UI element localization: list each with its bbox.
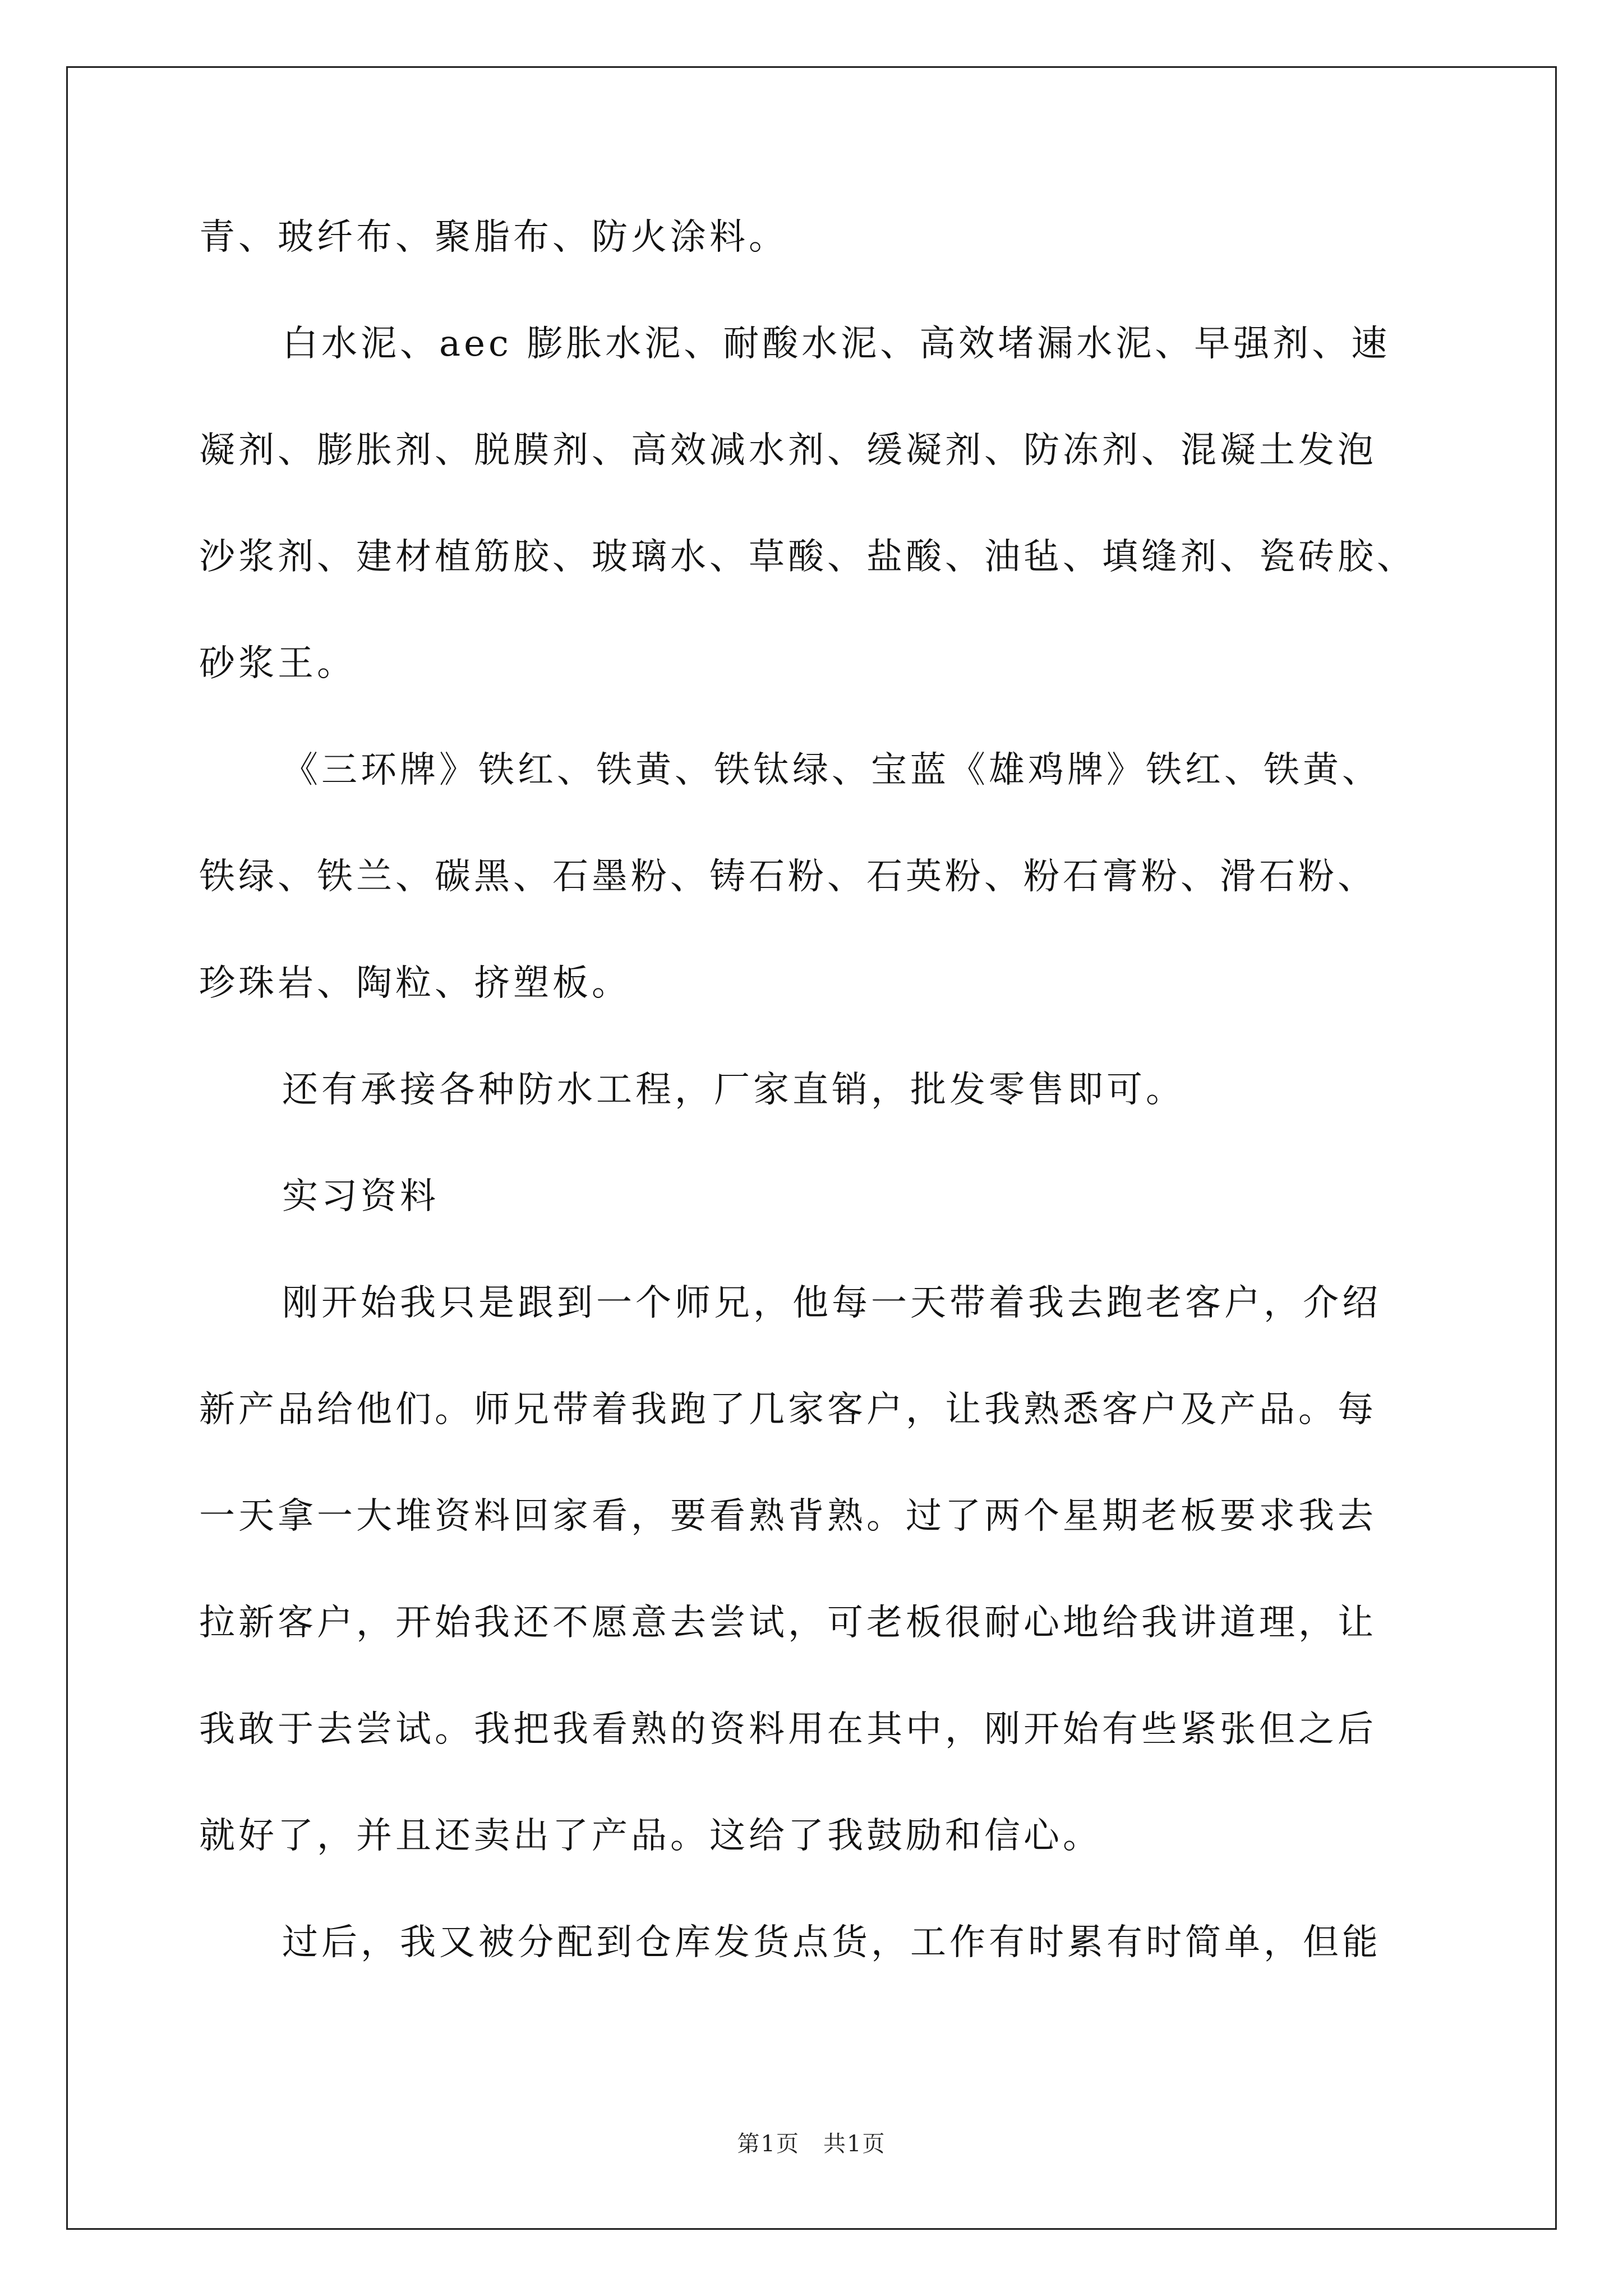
text-line: 沙浆剂、建材植筋胶、玻璃水、草酸、盐酸、油毡、填缝剂、瓷砖胶、	[199, 536, 1416, 578]
text-line: 铁绿、铁兰、碳黑、石墨粉、铸石粉、石英粉、粉石膏粉、滑石粉、	[199, 856, 1377, 898]
page-number-footer: 第1页 共1页	[737, 2131, 886, 2157]
text-line: 《三环牌》铁红、铁黄、铁钛绿、宝蓝《雄鸡牌》铁红、铁黄、	[282, 749, 1381, 791]
section-heading: 实习资料	[282, 1176, 439, 1217]
page-border	[66, 66, 1557, 2230]
text-line: 一天拿一大堆资料回家看，要看熟背熟。过了两个星期老板要求我去	[199, 1496, 1377, 1537]
text-line: 拉新客户，开始我还不愿意去尝试，可老板很耐心地给我讲道理，让	[199, 1602, 1377, 1644]
text-line: 就好了，并且还卖出了产品。这给了我鼓励和信心。	[199, 1815, 1102, 1857]
text-line: 还有承接各种防水工程，厂家直销，批发零售即可。	[282, 1069, 1185, 1111]
text-line: 青、玻纤布、聚脂布、防火涂料。	[199, 217, 788, 258]
text-line: 过后，我又被分配到仓库发货点货，工作有时累有时简单，但能	[282, 1922, 1381, 1963]
text-line: 珍珠岩、陶粒、挤塑板。	[199, 963, 631, 1004]
text-line: 刚开始我只是跟到一个师兄，他每一天带着我去跑老客户，介绍	[282, 1282, 1381, 1324]
text-line: 白水泥、aec 膨胀水泥、耐酸水泥、高效堵漏水泥、早强剂、速	[282, 323, 1391, 365]
text-line: 砂浆王。	[199, 643, 356, 684]
text-line: 我敢于去尝试。我把我看熟的资料用在其中，刚开始有些紧张但之后	[199, 1709, 1377, 1750]
text-line: 凝剂、膨胀剂、脱膜剂、高效减水剂、缓凝剂、防冻剂、混凝土发泡	[199, 430, 1377, 471]
text-line: 新产品给他们。师兄带着我跑了几家客户，让我熟悉客户及产品。每	[199, 1389, 1377, 1430]
